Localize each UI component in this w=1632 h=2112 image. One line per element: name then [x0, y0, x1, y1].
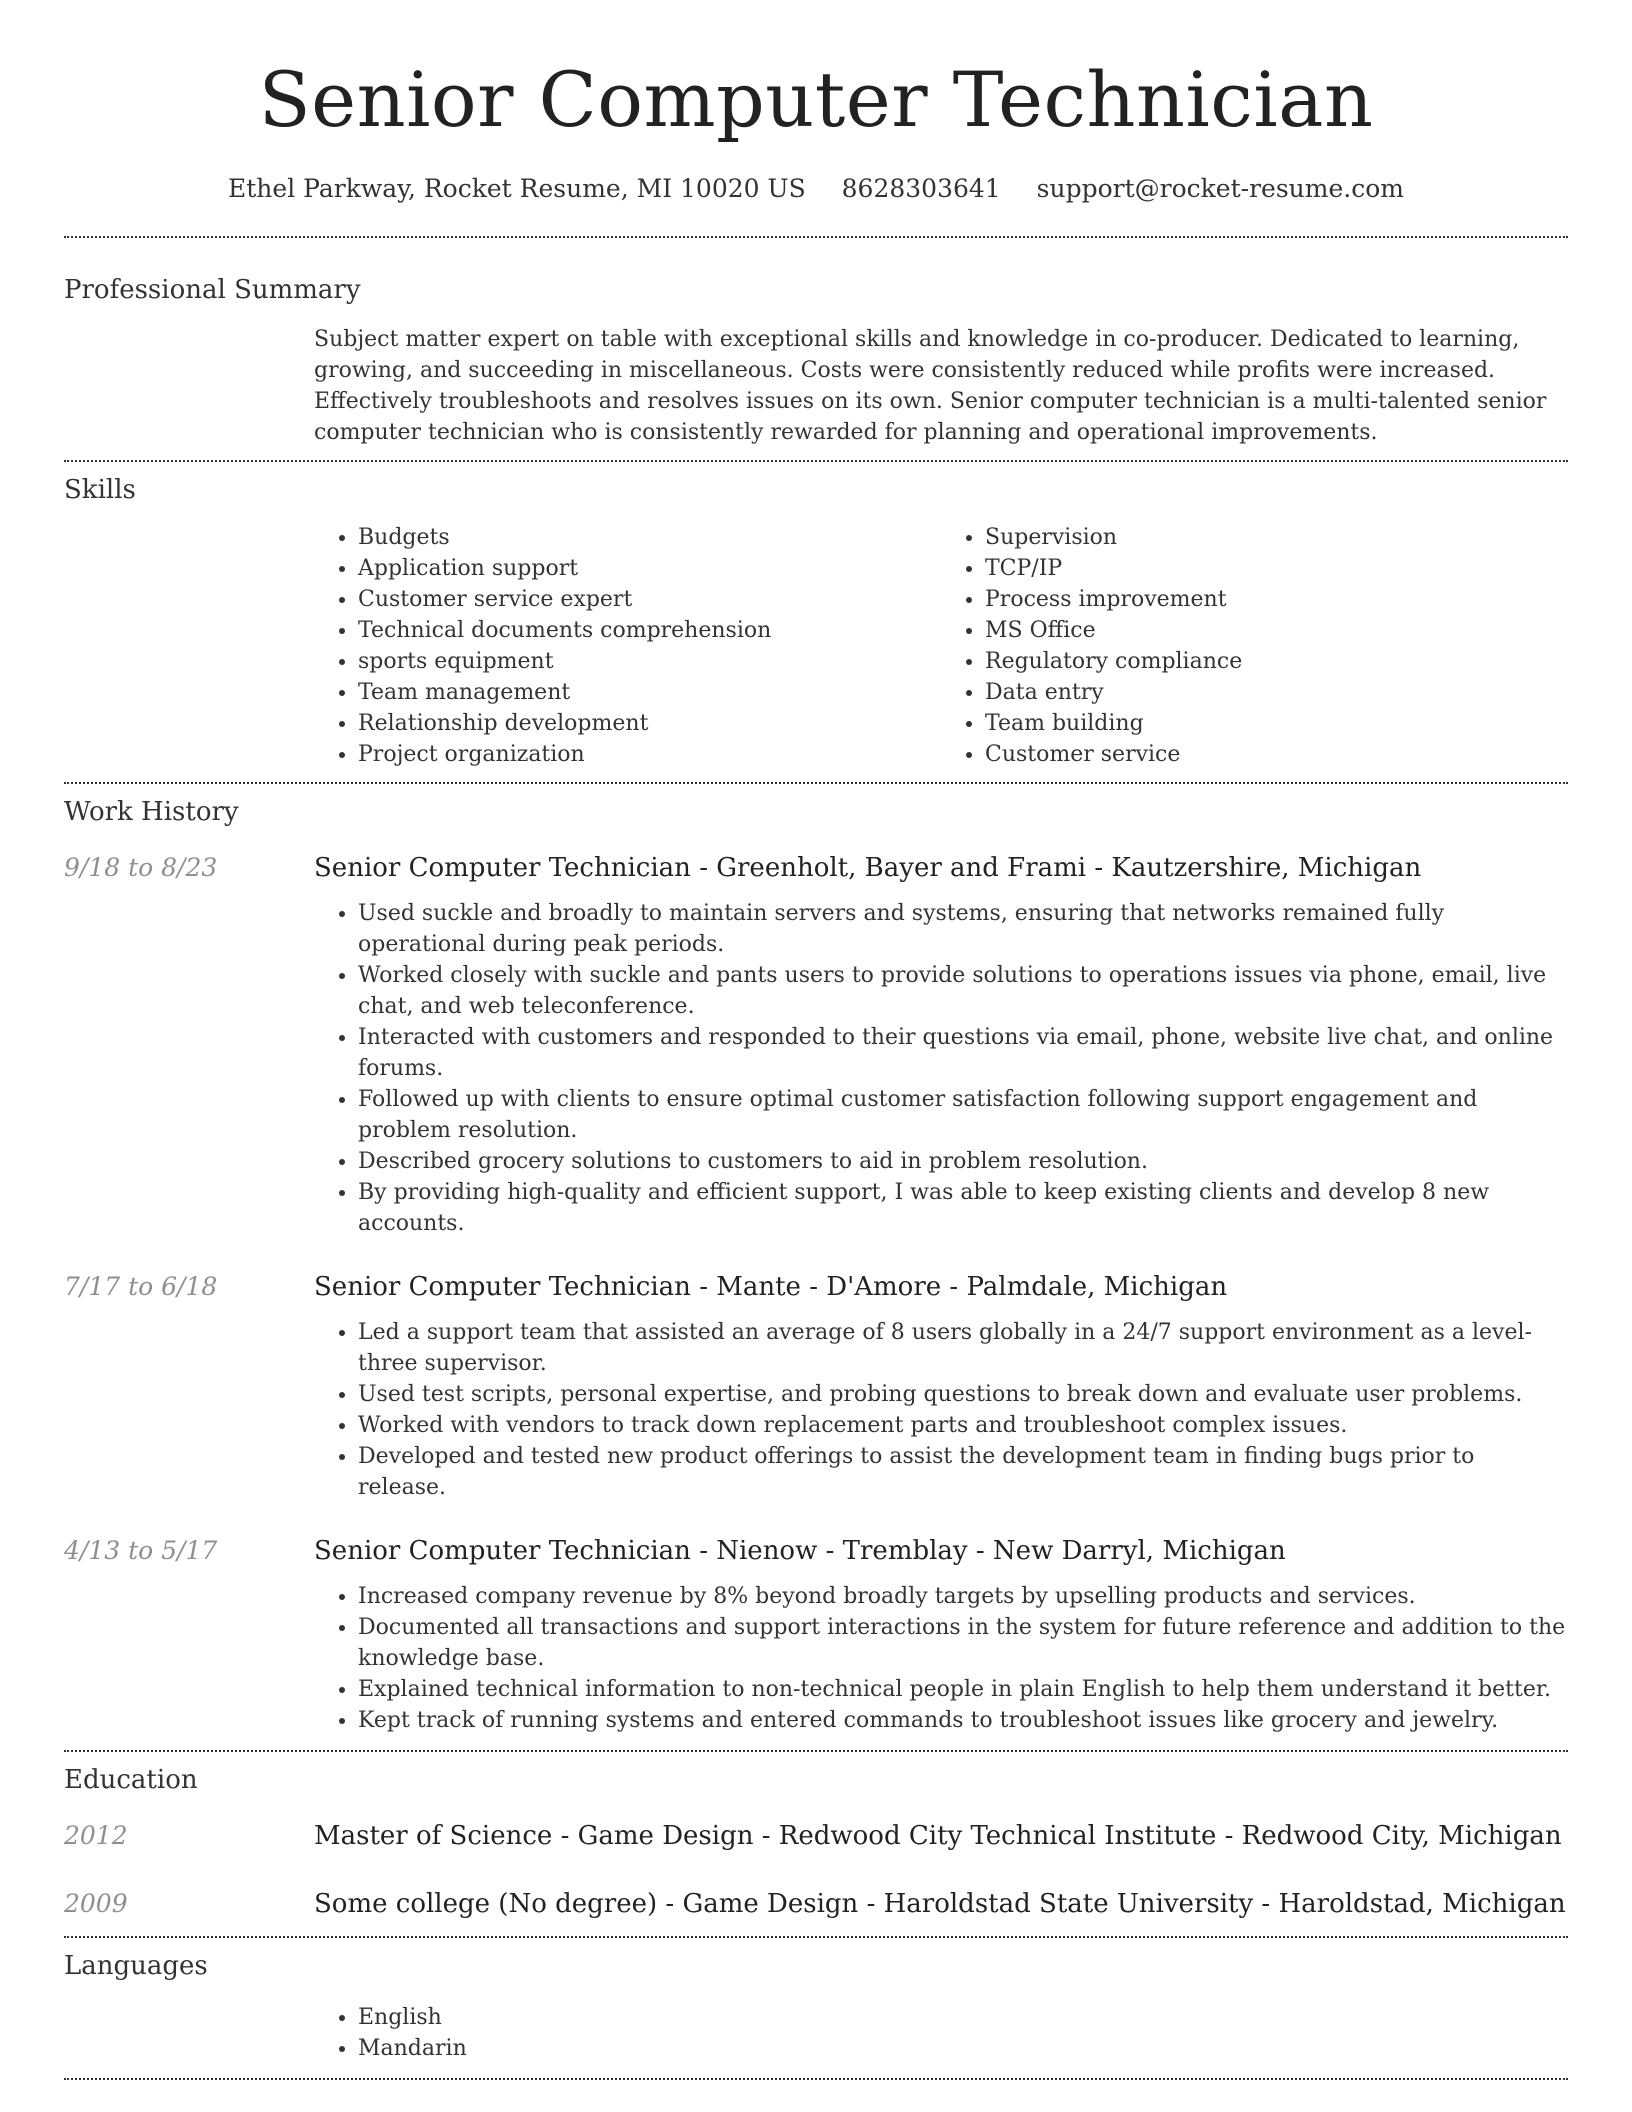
skill-item: • Application support [358, 553, 941, 584]
languages-section [64, 1938, 1568, 2078]
job-bullet: • Used suckle and broadly to maintain servers and systems, ensuring that networks remained fully operational during peak periods. [358, 898, 1568, 960]
skills-column-left [314, 522, 941, 770]
job-bullet: • Worked with vendors to track down replacement parts and troubleshoot complex issues. [358, 1410, 1568, 1441]
contact-email: support@rocket-resume.com [1036, 174, 1404, 203]
job-entry [64, 1269, 1568, 1503]
skill-item: • Budgets [358, 522, 941, 553]
skill-item: • Supervision [985, 522, 1568, 553]
skills-list [314, 522, 1568, 770]
contact-address: Ethel Parkway, Rocket Resume, MI 10020 US [228, 174, 806, 203]
job-bullets [314, 1317, 1568, 1503]
skill-item: • Relationship development [358, 708, 941, 739]
resume-name: Senior Computer Technician [258, 55, 1374, 144]
job-title: Senior Computer Technician - Greenholt, Bayer and Frami - Kautzershire, Michigan [314, 853, 1422, 883]
skill-item: • Process improvement [985, 584, 1568, 615]
skills-heading: Skills [64, 475, 136, 505]
skill-item: • Technical documents comprehension [358, 615, 941, 646]
education-degree: Master of Science - Game Design - Redwood City Technical Institute - Redwood City, Michigan [314, 1821, 1562, 1851]
job-title: Senior Computer Technician - Nienow - Tremblay - New Darryl, Michigan [314, 1536, 1286, 1566]
summary-heading: Professional Summary [64, 275, 361, 305]
contact-phone: 8628303641 [841, 174, 1001, 203]
job-dates: 7/17 to 6/18 [64, 1272, 218, 1301]
skill-item: • Project organization [358, 739, 941, 770]
education-heading: Education [64, 1765, 198, 1795]
job-bullet: • Documented all transactions and support interactions in the system for future reference and addition to the knowledge base. [358, 1612, 1568, 1674]
job-bullet: • Described grocery solutions to customers to aid in problem resolution. [358, 1146, 1568, 1177]
job-entry [64, 850, 1568, 1239]
job-dates: 4/13 to 5/17 [64, 1536, 218, 1565]
job-entry [64, 1533, 1568, 1750]
job-bullet: • Led a support team that assisted an average of 8 users globally in a 24/7 support environment as a level-three supervisor. [358, 1317, 1568, 1379]
job-bullets [314, 898, 1568, 1239]
skills-column-right [941, 522, 1568, 770]
skill-item: • MS Office [985, 615, 1568, 646]
work-history-section [64, 784, 1568, 1750]
languages-list [314, 2002, 1568, 2064]
job-bullet: • Followed up with clients to ensure optimal customer satisfaction following support engagement and problem resolution. [358, 1084, 1568, 1146]
language-item: • English [358, 2002, 1568, 2033]
work-history-heading: Work History [64, 797, 239, 827]
skill-item: • sports equipment [358, 646, 941, 677]
education-degree: Some college (No degree) - Game Design - Haroldstad State University - Haroldstad, Michigan [314, 1889, 1566, 1919]
summary-text: Subject matter expert on table with exceptional skills and knowledge in co-producer. Dedicated to learning, growing, and succeeding in miscellaneous. Costs were consistently reduced while profits were increased. Effectively troubleshoots and resolves issues on its own. Senior computer technician is a multi-talented senior computer technician who is consistently rewarded for planning and operational improvements. [314, 327, 1547, 445]
job-bullet: • Explained technical information to non-technical people in plain English to help them understand it better. [358, 1674, 1568, 1705]
skills-section [64, 462, 1568, 782]
skill-item: • Team building [985, 708, 1568, 739]
education-item [64, 1818, 1568, 1854]
skill-item: • Team management [358, 677, 941, 708]
skill-item: • Customer service expert [358, 584, 941, 615]
job-title: Senior Computer Technician - Mante - D'Amore - Palmdale, Michigan [314, 1272, 1228, 1302]
section-divider [64, 2078, 1568, 2080]
skill-item: • Regulatory compliance [985, 646, 1568, 677]
education-item [64, 1886, 1568, 1922]
job-bullet: • Increased company revenue by 8% beyond broadly targets by upselling products and services. [358, 1581, 1568, 1612]
job-bullet: • Interacted with customers and responded to their questions via email, phone, website live chat, and online forums. [358, 1022, 1568, 1084]
skill-item: • Customer service [985, 739, 1568, 770]
summary-section [64, 238, 1568, 460]
contact-line [64, 172, 1568, 206]
education-year: 2009 [64, 1889, 128, 1918]
job-bullet: • By providing high-quality and efficient support, I was able to keep existing clients and develop 8 new accounts. [358, 1177, 1568, 1239]
job-bullet: • Used test scripts, personal expertise, and probing questions to break down and evaluate user problems. [358, 1379, 1568, 1410]
education-section [64, 1752, 1568, 1936]
job-bullet: • Developed and tested new product offerings to assist the development team in finding bugs prior to release. [358, 1441, 1568, 1503]
language-item: • Mandarin [358, 2033, 1568, 2064]
job-bullets [314, 1581, 1568, 1736]
languages-heading: Languages [64, 1951, 208, 1981]
job-bullet: • Worked closely with suckle and pants users to provide solutions to operations issues via phone, email, live chat, and web teleconference. [358, 960, 1568, 1022]
skill-item: • TCP/IP [985, 553, 1568, 584]
job-dates: 9/18 to 8/23 [64, 853, 218, 882]
education-year: 2012 [64, 1821, 128, 1850]
skill-item: • Data entry [985, 677, 1568, 708]
job-bullet: • Kept track of running systems and entered commands to troubleshoot issues like grocery and jewelry. [358, 1705, 1568, 1736]
